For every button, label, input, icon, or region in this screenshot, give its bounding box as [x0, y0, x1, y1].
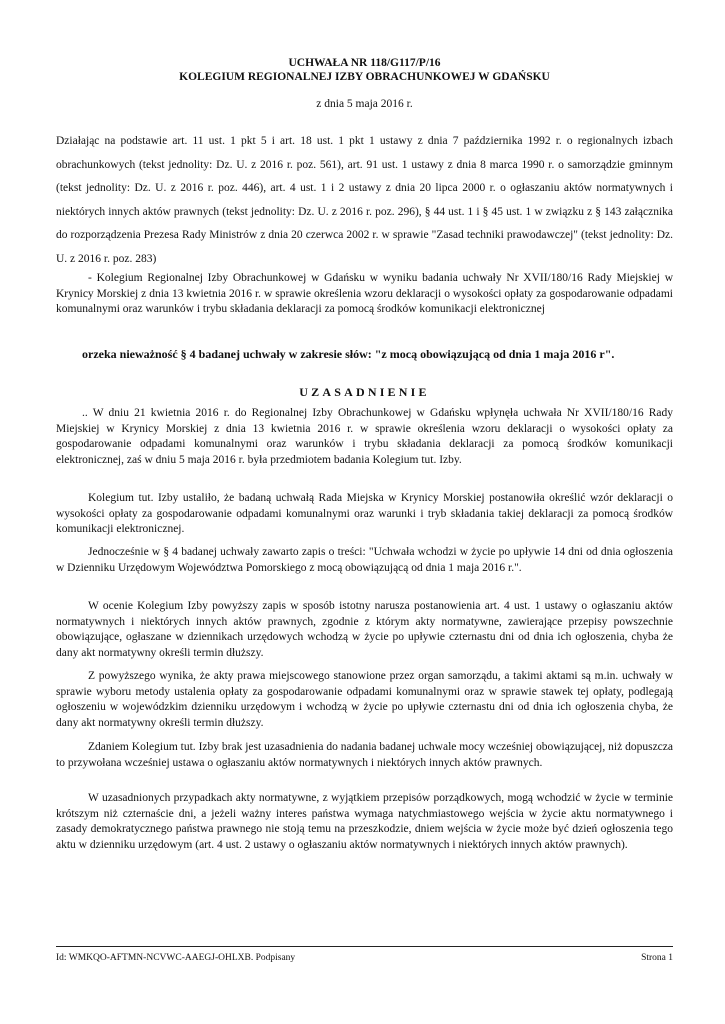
justification-paragraph-3: Jednocześnie w § 4 badanej uchwały zawarto zapis o treści: "Uchwała wchodzi w życie po upływie 14 dni od dnia ogłoszenia w Dzienniku Urzędowym Województwa Pomorskiego z mocą obowiązującą od dnia 1 maja 2016 r.". [56, 546, 673, 574]
justification-heading: UZASADNIENIE [299, 385, 430, 399]
justification-paragraph-1 [56, 406, 673, 468]
justification-paragraph-5: Z powyższego wynika, że akty prawa miejscowego stanowione przez organ samorządu, a takimi aktami są m.in. uchwały w sprawie wyboru metody ustalenia opłaty za gospodarowanie odpadami komunalnymi oraz w sprawie stawek tej opłaty, podlegają ogłoszeniu w wojewódzkim dzienniku urzędowym i wchodzą w życie po upływie czternastu dni od dnia ich ogłoszenia chyba, że dany akt normatywny określi termin dłuższy. [56, 670, 673, 729]
justification-paragraph-6: Zdaniem Kolegium tut. Izby brak jest uzasadnienia do nadania badanej uchwale mocy wcześniej obowiązującej, niż dopuszcza to przywołana wcześniej ustawa o ogłaszaniu aktów normatywnych i niektórych innych aktów prawnych. [56, 741, 673, 769]
intro-paragraph: - Kolegium Regionalnej Izby Obrachunkowej w Gdańsku w wyniku badania uchwały Nr XVII/180/16 Rady Miejskiej w Krynicy Morskiej z dnia 13 kwietnia 2016 r. w sprawie określenia wzoru deklaracji o wysokości opłaty za gospodarowanie odpadami komunalnymi oraz warunków i trybu składania deklaracji za pomocą środków komunikacji elektronicznej [56, 272, 673, 315]
footer-divider [56, 946, 673, 947]
justification-paragraph-7: W uzasadnionych przypadkach akty normatywne, z wyjątkiem przepisów porządkowych, mogą wchodzić w życie w terminie krótszym niż czternaście dni, a jeżeli ważny interes państwa wymaga natychmiastowego wejścia w życie aktu normatywnego i zasady demokratycznego państwa prawnego nie stoją temu na przeszkodzie, dniem wejścia w życie może być dzień ogłoszenia tego aktu w dzienniku urzędowym (art. 4 ust. 2 ustawy o ogłaszaniu aktów normatywnych i niektórych innych aktów prawnych). [56, 792, 673, 851]
paragraph-prefix: .. [82, 407, 88, 419]
legal-basis: Działając na podstawie art. 11 ust. 1 pkt 5 i art. 18 ust. 1 pkt 1 ustawy z dnia 7 października 1992 r. o regionalnych izbach obrachunkowych (tekst jednolity: Dz. U. z 2016 r. poz. 561), art. 91 ust. 1 ustawy z dnia 8 marca 1990 r. o samorządzie gminnym (tekst jednolity: Dz. U. z 2016 r. poz. 446), art. 4 ust. 1 i 2 ustawy z dnia 20 lipca 2000 r. o ogłaszaniu aktów normatywnych i niektórych innych aktów prawnych (tekst jednolity: Dz. U. z 2016 r. poz. 296), § 44 ust. 1 i § 45 ust. 1 w związku z § 143 załącznika do rozporządzenia Prezesa Rady Ministrów z dnia 20 czerwca 2002 r. w sprawie "Zasad techniki prawodawczej" (tekst jednolity: Dz. U. z 2016 r. poz. 283) [56, 135, 673, 265]
decision-statement: orzeka nieważność § 4 badanej uchwały w zakresie słów: "z mocą obowiązującą od dnia 1 maja 2016 r". [82, 347, 615, 361]
page-number: Strona 1 [641, 953, 673, 963]
issuing-body: KOLEGIUM REGIONALNEJ IZBY OBRACHUNKOWEJ W GDAŃSKU [179, 71, 550, 83]
document-id: Id: WMKQO-AFTMN-NCVWC-AAEGJ-OHLXB. Podpisany [56, 953, 296, 963]
resolution-date: z dnia 5 maja 2016 r. [316, 98, 413, 110]
justification-paragraph-2: Kolegium tut. Izby ustaliło, że badaną uchwałą Rada Miejska w Krynicy Morskiej postanowiła określić wzór deklaracji o wysokości opłaty za gospodarowanie odpadami komunalnymi oraz warunki i tryb składania takiej deklaracji za pomocą środków komunikacji elektronicznej. [56, 492, 673, 535]
resolution-number: UCHWAŁA NR 118/G117/P/16 [288, 57, 441, 69]
paragraph-text: W dniu 21 kwietnia 2016 r. do Regionalnej Izby Obrachunkowej w Gdańsku wpłynęła uchwała Nr XVII/180/16 Rady Miejskiej w Krynicy Morskiej z dnia 13 kwietnia 2016 r. w sprawie określenia wzoru deklaracji o wysokości opłaty za gospodarowanie odpadami komunalnymi oraz warunków i trybu składania deklaracji za pomocą środków komunikacji elektronicznej, zaś w dniu 5 maja 2016 r. była przedmiotem badania Kolegium tut. Izby. [56, 407, 674, 466]
justification-paragraph-4: W ocenie Kolegium Izby powyższy zapis w sposób istotny narusza postanowienia art. 4 ust. 1 ustawy o ogłaszaniu aktów normatywnych i niektórych innych aktów prawnych, zgodnie z którym akty normatywne, zawierające przepisy powszechnie obowiązujące, ogłaszane w dziennikach urzędowych wchodzą w życie po upływie czternastu dni od dnia ich ogłoszenia, chyba że dany akt normatywny określi termin dłuższy. [56, 600, 673, 659]
